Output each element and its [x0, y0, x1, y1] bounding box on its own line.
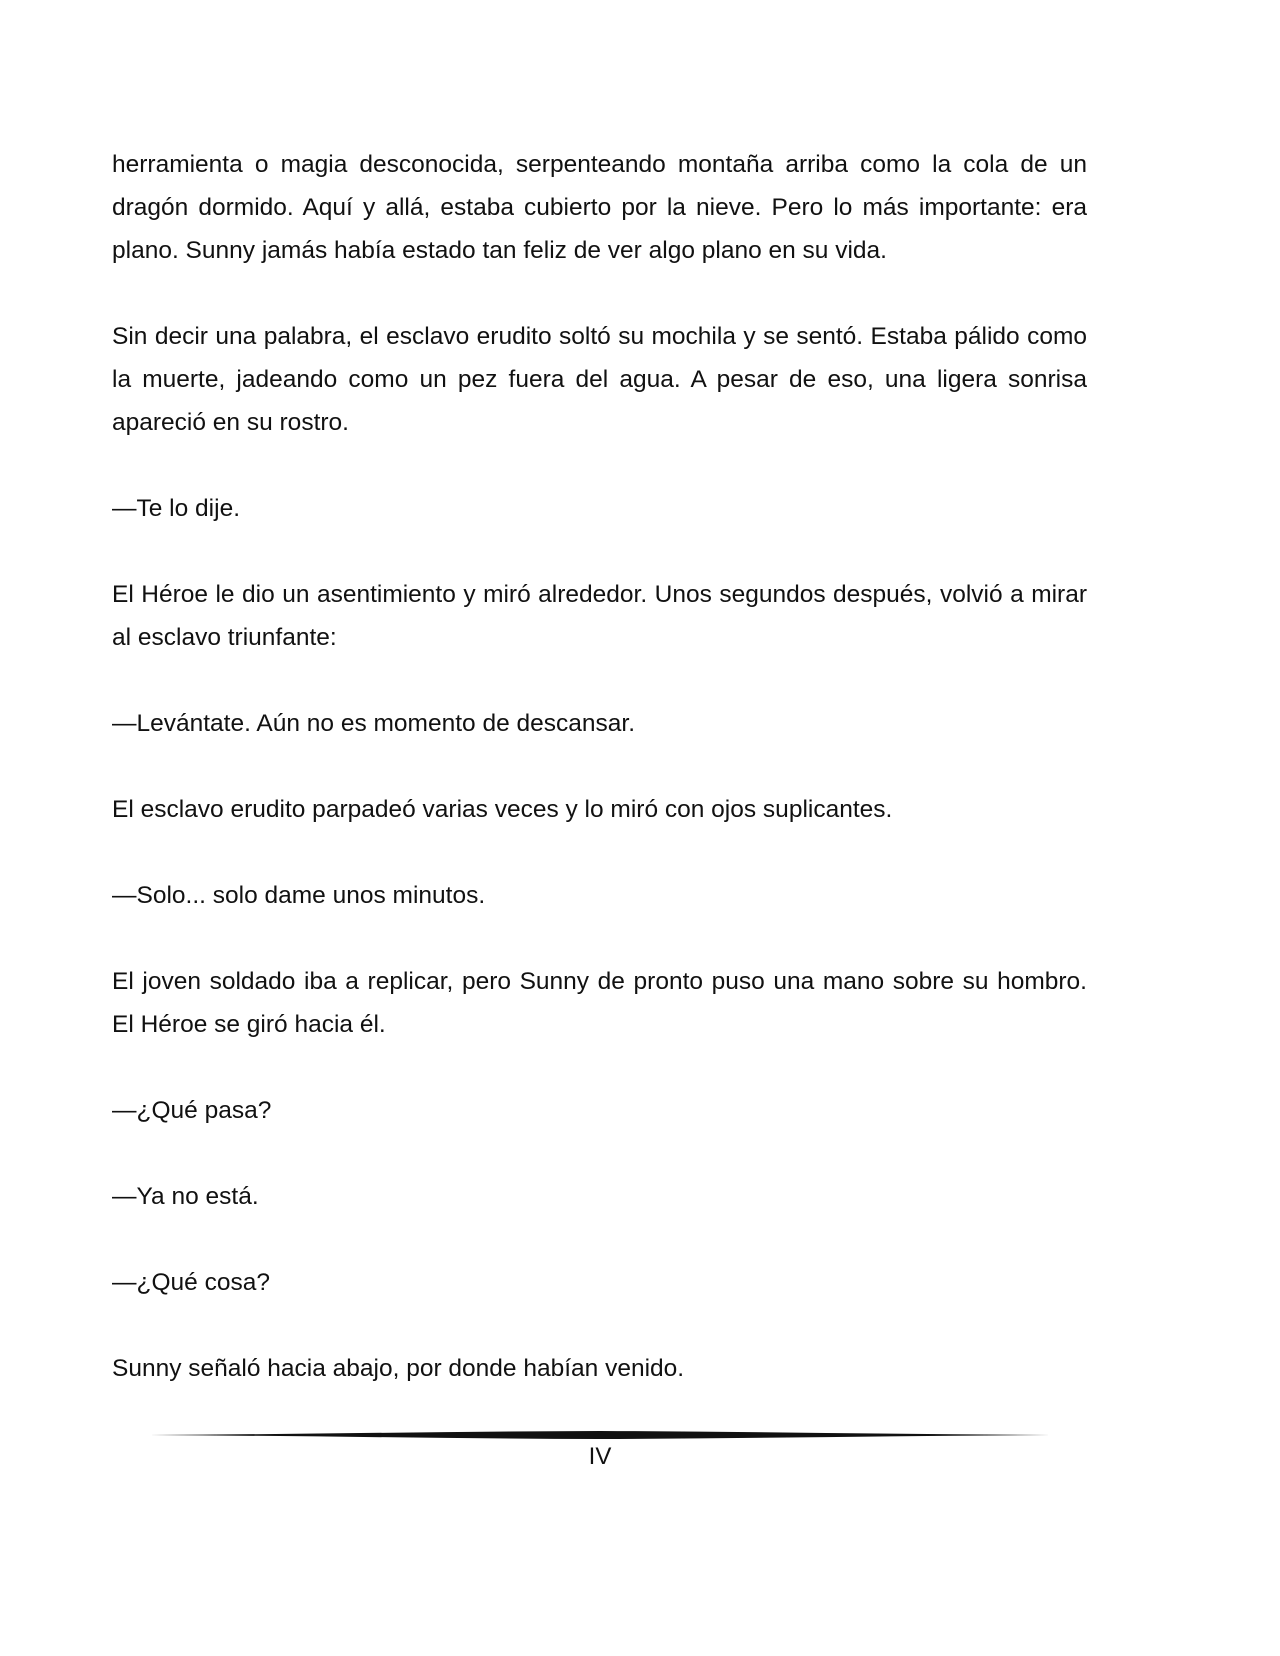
paragraph: Sin decir una palabra, el esclavo erudito soltó su mochila y se sentó. Estaba pálido como la muerte, jadeando como un pez fuera del agua. A pesar de eso, una ligera sonrisa apareció en su rostro. — [112, 323, 1087, 436]
footer-divider — [150, 1428, 1050, 1442]
paragraph: El Héroe le dio un asentimiento y miró alrededor. Unos segundos después, volvió a mirar al esclavo triunfante: — [112, 581, 1087, 651]
dialogue-line: —Te lo dije. — [112, 495, 241, 522]
paragraph: Sunny señaló hacia abajo, por donde habían venido. — [112, 1355, 685, 1382]
page-number: IV — [588, 1443, 612, 1470]
paragraph: El joven soldado iba a replicar, pero Sunny de pronto puso una mano sobre su hombro. El Héroe se giró hacia él. — [112, 968, 1087, 1038]
dialogue-line: —Ya no está. — [112, 1183, 259, 1210]
paragraph: El esclavo erudito parpadeó varias veces y lo miró con ojos suplicantes. — [112, 796, 893, 823]
dialogue-line: —Levántate. Aún no es momento de descansar. — [112, 710, 636, 737]
dialogue-line: —¿Qué pasa? — [112, 1097, 272, 1124]
page-body — [112, 143, 1087, 1433]
paragraph: herramienta o magia desconocida, serpenteando montaña arriba como la cola de un dragón dormido. Aquí y allá, estaba cubierto por la nieve. Pero lo más importante: era plano. Sunny jamás había estado tan feliz de ver algo plano en su vida. — [112, 151, 1087, 264]
dialogue-line: —Solo... solo dame unos minutos. — [112, 882, 486, 909]
dialogue-line: —¿Qué cosa? — [112, 1269, 270, 1296]
